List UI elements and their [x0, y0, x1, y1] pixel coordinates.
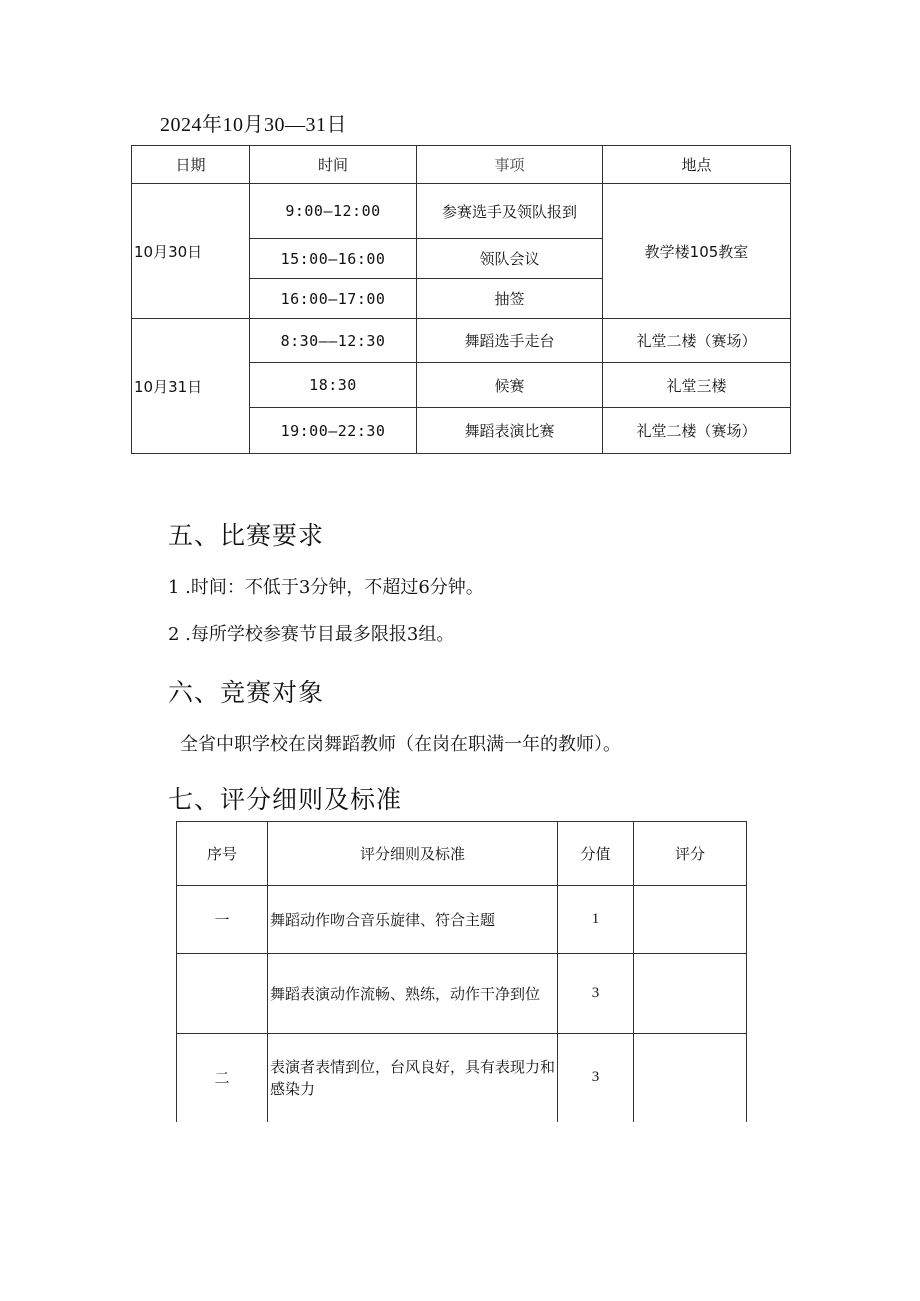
item-cell: 抽签	[417, 279, 603, 319]
time-cell: 8:30——12:30	[250, 319, 417, 363]
header-time: 时间	[250, 146, 417, 184]
item-cell: 舞蹈选手走台	[417, 319, 603, 363]
row-number: 二	[177, 1034, 268, 1122]
header-score: 评分	[634, 822, 747, 886]
time-cell: 18:30	[250, 363, 417, 408]
time-cell: 16:00—17:00	[250, 279, 417, 319]
criterion-cell: 舞蹈表演动作流畅、熟练，动作干净到位	[268, 954, 558, 1034]
scoring-header-row	[177, 822, 747, 886]
table-row	[132, 319, 791, 363]
section5-item-2: 2 .每所学校参赛节目最多限报3组。	[168, 624, 455, 645]
schedule-date-range: 2024年10月30—31日	[160, 114, 347, 136]
header-value: 分值	[558, 822, 634, 886]
row-number: 一	[177, 886, 268, 954]
criterion-cell: 表演者表情到位，台风良好，具有表现力和感染力	[268, 1034, 558, 1122]
criterion-cell: 舞蹈动作吻合音乐旋律、符合主题	[268, 886, 558, 954]
table-row	[177, 1034, 747, 1122]
row-number	[177, 954, 268, 1034]
location-cell: 礼堂二楼（赛场）	[603, 319, 791, 363]
score-cell	[634, 1034, 747, 1122]
location-cell: 礼堂二楼（赛场）	[603, 408, 791, 454]
time-cell: 9:00—12:00	[250, 184, 417, 239]
time-cell: 19:00—22:30	[250, 408, 417, 454]
item-cell: 领队会议	[417, 239, 603, 279]
table-row	[132, 184, 791, 239]
day1-location: 教学楼105教室	[603, 184, 791, 319]
value-cell: 3	[558, 954, 634, 1034]
section5-title: 五、比赛要求	[168, 521, 325, 550]
header-location: 地点	[603, 146, 791, 184]
header-no: 序号	[177, 822, 268, 886]
score-cell	[634, 886, 747, 954]
value-cell: 1	[558, 886, 634, 954]
schedule-header-row	[132, 146, 791, 184]
scoring-table	[176, 821, 747, 1122]
header-date: 日期	[132, 146, 250, 184]
section6-text: 全省中职学校在岗舞蹈教师（在岗在职满一年的教师）。	[180, 734, 621, 755]
time-cell: 15:00—16:00	[250, 239, 417, 279]
table-row	[177, 954, 747, 1034]
header-criterion: 评分细则及标准	[268, 822, 558, 886]
item-cell: 舞蹈表演比赛	[417, 408, 603, 454]
location-cell: 礼堂三楼	[603, 363, 791, 408]
section6-title: 六、竞赛对象	[168, 678, 325, 707]
item-cell: 参赛选手及领队报到	[417, 184, 603, 239]
section7-title: 七、评分细则及标准	[168, 785, 403, 814]
schedule-table	[131, 145, 791, 454]
day1-date: 10月30日	[132, 184, 250, 319]
section5-item-1: 1 .时间：不低于3分钟，不超过6分钟。	[168, 577, 484, 598]
value-cell: 3	[558, 1034, 634, 1122]
day2-date: 10月31日	[132, 319, 250, 454]
item-cell: 候赛	[417, 363, 603, 408]
header-item: 事项	[417, 146, 603, 184]
table-row	[177, 886, 747, 954]
score-cell	[634, 954, 747, 1034]
